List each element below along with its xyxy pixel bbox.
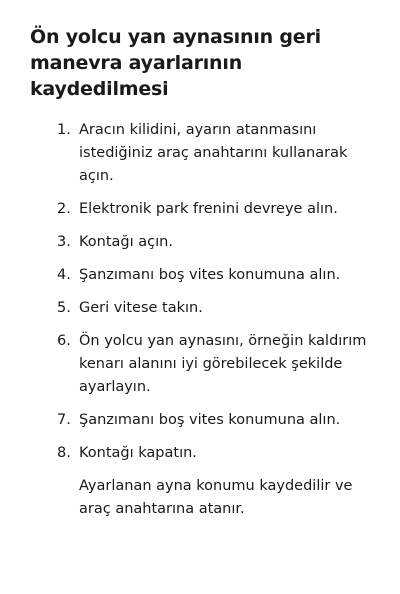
step-text: Ön yolcu yan aynasını, örneğin kaldırım kenarı alanını iyi görebilecek şekilde ayarlayın. [79, 333, 367, 395]
step-text: Şanzımanı boş vites konumuna alın. [79, 412, 341, 428]
list-item-step-1 [30, 119, 380, 188]
list-item-step-7 [30, 409, 380, 432]
list-item-step-8 [30, 442, 380, 465]
step-number: 2. [57, 201, 71, 217]
list-item-step-5 [30, 297, 380, 320]
step-number: 3. [57, 234, 71, 250]
list-item-step-4 [30, 264, 380, 287]
step-text: Kontağı açın. [79, 234, 173, 250]
step-number: 7. [57, 412, 71, 428]
list-item-step-2 [30, 198, 380, 221]
step-text: Elektronik park frenini devreye alın. [79, 201, 338, 217]
step-number: 6. [57, 333, 71, 349]
step-text: Şanzımanı boş vites konumuna alın. [79, 267, 341, 283]
step-number: 8. [57, 445, 71, 461]
step-number: 1. [57, 122, 71, 138]
page-title: Ön yolcu yan aynasının geri manevra ayarlarının kaydedilmesi [30, 26, 321, 100]
step-number: 5. [57, 300, 71, 316]
step-number: 4. [57, 267, 71, 283]
step-text: Kontağı kapatın. [79, 445, 197, 461]
list-item-step-3 [30, 231, 380, 254]
instruction-list [30, 119, 380, 465]
step-text: Geri vitese takın. [79, 300, 203, 316]
result-note: Ayarlanan ayna konumu kaydedilir ve araç anahtarına atanır. [79, 478, 353, 517]
list-item-step-6 [30, 330, 380, 399]
step-text: Aracın kilidini, ayarın atanmasını istediğiniz araç anahtarını kullanarak açın. [79, 122, 348, 184]
